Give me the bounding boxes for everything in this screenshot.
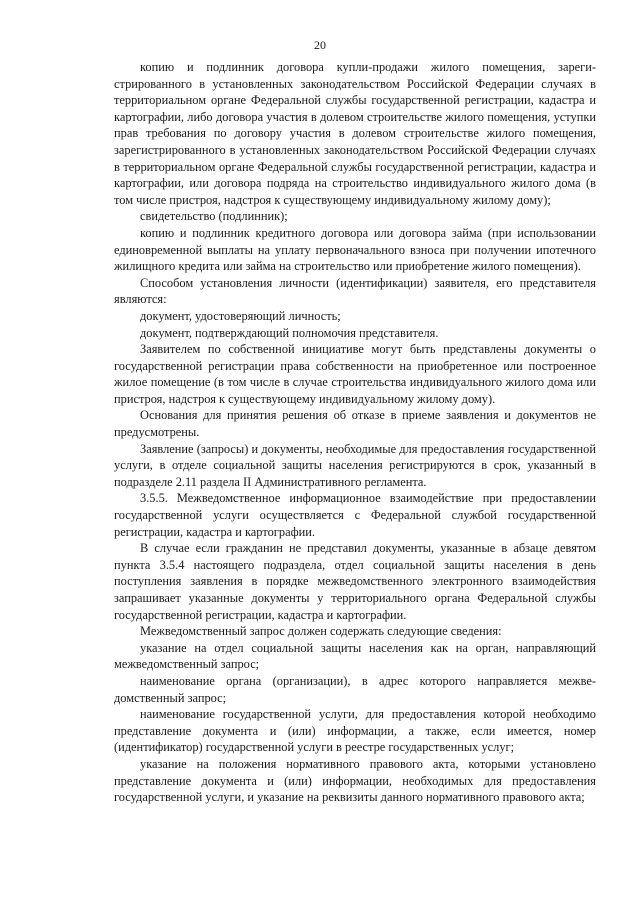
paragraph: Основания для принятия решения об отказе в приеме заявления и документов не предусмотрены. (114, 408, 596, 440)
paragraph: документ, подтверждающий полномочия представителя. (140, 325, 439, 340)
paragraph: В случае если гражданин не представил документы, указанные в абзаце девятом пункта 3.5.4 настоящего подраздела, отдел социальной защиты населения в день поступления заявления в порядке межведомственного электронного взаимодействия запрашивает указанные документы у территориального органа Федеральной службы государственной регистрации, кадастра и картографии. (114, 541, 596, 622)
paragraph: Межведомственный запрос должен содержать следующие сведения: (140, 624, 502, 639)
paragraph: Заявителем по собственной инициативе могут быть представлены документы о государственной регистрации права собственности на приобретенное или построенное жилое помещение (в том числе в случае строительства индивидуального жилого дома или пристроя, надстроя к существующему индивидуальному жилому дому). (114, 342, 596, 406)
paragraph: свидетельство (подлинник); (140, 209, 288, 224)
paragraph: Способом установления личности (идентификации) заявителя, его представителя являются: (114, 275, 596, 307)
paragraph: 3.5.5. Межведомственное информационное взаимодействие при предоставлении государственной услуги осуществляется с Федеральной службой государственной регистрации, кадастра и картографии. (114, 491, 596, 539)
paragraph: наименование органа (организации), в адрес которого направляется межведомственный запрос; (114, 673, 596, 705)
page-number: 20 (314, 38, 326, 52)
paragraph: копию и подлинник кредитного договора или договора займа (при использовании единовременной выплаты на уплату первоначального взноса при получении ипотечного жилищного кредита или займа на строительство или приобретение жилого помещения). (114, 225, 596, 274)
paragraph: указание на положения нормативного правового акта, которыми установлено представление документа и (или) информации, необходимых для предоставления государственной услуги, и указание на реквизиты данного нормативного правового акта; (114, 756, 596, 805)
paragraph: копию и подлинник договора купли-продажи жилого помещения, зарегистрированного в установленных законодательством Российской Федерации случаях в территориальном органе Федеральной службы государственной регистрации, кадастра и картографии, либо договора участия в долевом строительстве жилого помещения, уступки прав требования по договору участия в долевом строительстве жилого помещения, зарегистрированного в установленных законодательством Российской Федерации случаях в территориальном органе Федеральной службы государственной регистрации, кадастра и картографии, или договора подряда на строительство индивидуального жилого дома (в том числе пристроя, надстроя к существующему индивидуальному жилому дому); (114, 60, 596, 207)
paragraph: наименование государственной услуги, для предоставления которой необходимо представление документа и (или) информации, а также, если имеется, номер (идентификатор) государственной услуги в реестре государственных услуг; (114, 707, 596, 755)
document-body (114, 59, 596, 806)
paragraph: документ, удостоверяющий личность; (140, 308, 341, 323)
paragraph: Заявление (запросы) и документы, необходимые для предоставления государственной услуги, в отделе социальной защиты населения регистрируются в срок, указанный в подразделе 2.11 раздела II Административного регламента. (114, 441, 596, 489)
paragraph: указание на отдел социальной защиты населения как на орган, направляющий межведомственный запрос; (114, 640, 596, 672)
